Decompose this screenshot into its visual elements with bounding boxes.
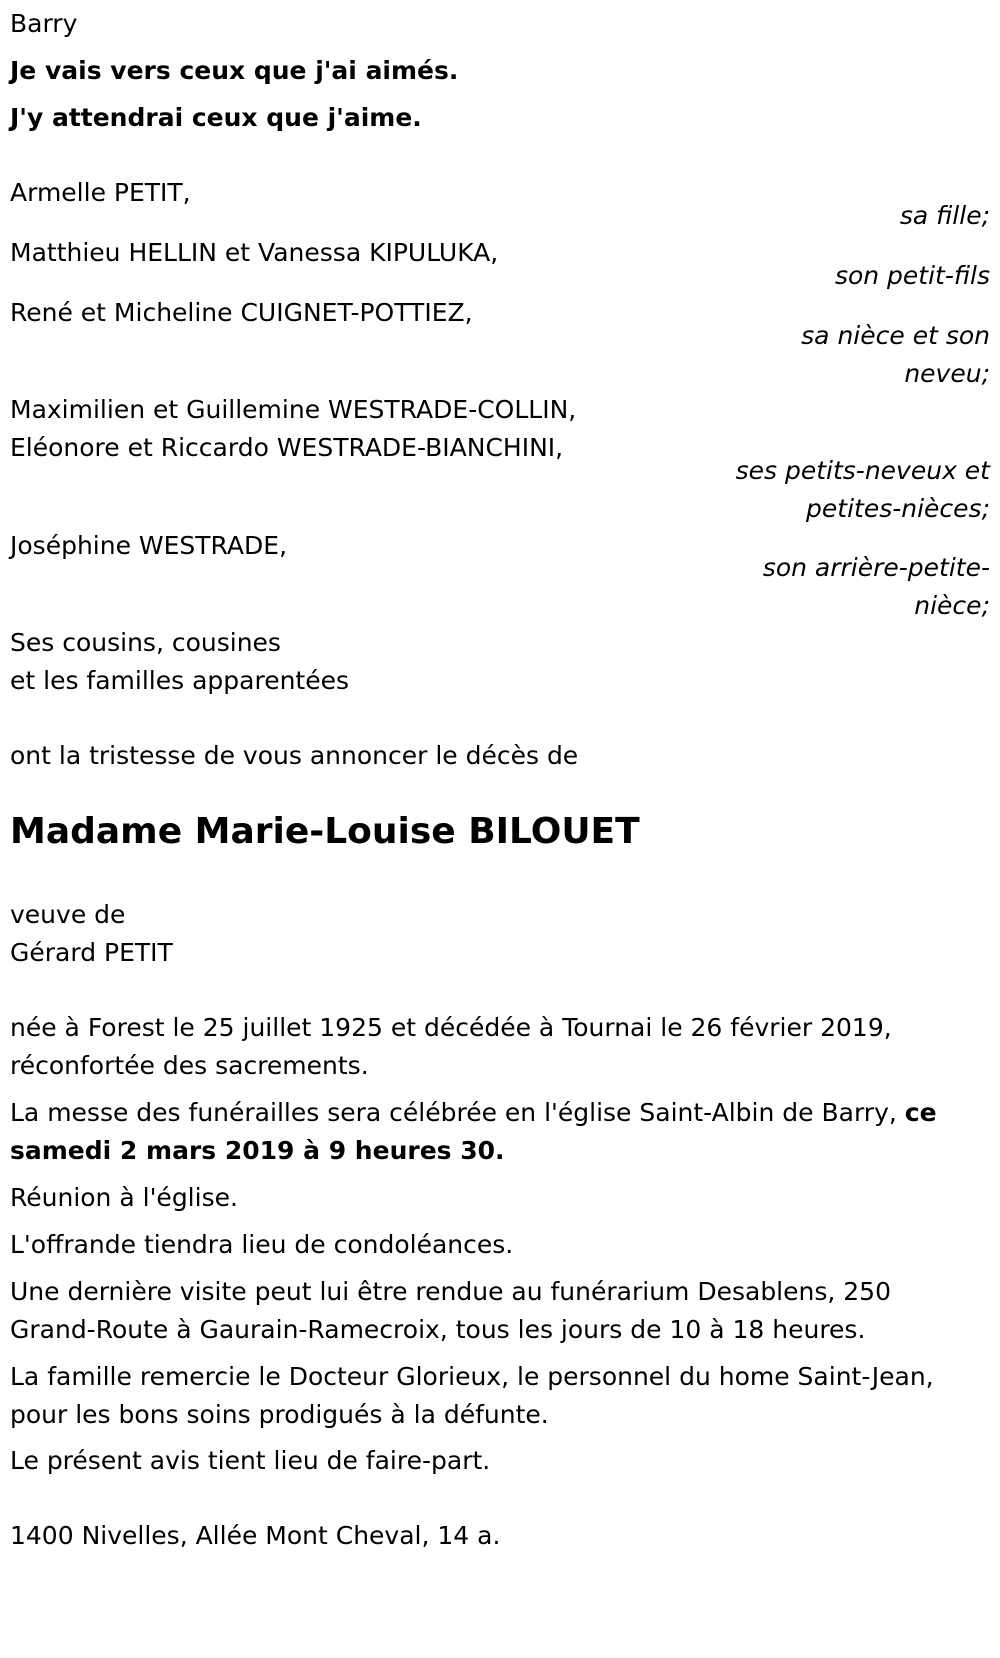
meeting-text: Réunion à l'église.	[10, 1183, 238, 1212]
cousins-line: et les familles apparentées	[10, 666, 350, 695]
thanks-line: La famille remercie le Docteur Glorieux, le personnel du home Saint-Jean,	[10, 1362, 934, 1391]
mass-date-start: ce	[904, 1098, 937, 1127]
place-name: Barry	[10, 9, 78, 38]
widow-line: Gérard PETIT	[10, 938, 173, 967]
family-name: Armelle PETIT,	[10, 178, 191, 207]
quote-line-2: J'y attendrai ceux que j'aime.	[10, 103, 422, 132]
family-relation: sa fille;	[899, 201, 990, 230]
family-relation: son arrière-petite-	[762, 553, 990, 582]
thanks-line: pour les bons soins prodigués à la défunte.	[10, 1400, 549, 1429]
family-name: Matthieu HELLIN et Vanessa KIPULUKA,	[10, 238, 499, 267]
mass-date: samedi 2 mars 2019 à 9 heures 30.	[10, 1136, 505, 1165]
visit-line: Une dernière visite peut lui être rendue au funérarium Desablens, 250	[10, 1277, 891, 1306]
quote-line-1: Je vais vers ceux que j'ai aimés.	[10, 56, 459, 85]
announcement-text: ont la tristesse de vous annoncer le décès de	[10, 741, 579, 770]
cousins-line: Ses cousins, cousines	[10, 628, 281, 657]
birth-death-line: réconfortée des sacrements.	[10, 1051, 369, 1080]
family-name: Maximilien et Guillemine WESTRADE-COLLIN,	[10, 395, 577, 424]
family-name: René et Micheline CUIGNET-POTTIEZ,	[10, 298, 473, 327]
widow-line: veuve de	[10, 900, 126, 929]
offering-text: L'offrande tiendra lieu de condoléances.	[10, 1230, 514, 1259]
notice-text: Le présent avis tient lieu de faire-part.	[10, 1446, 491, 1475]
deceased-name: Madame Marie-Louise BILOUET	[10, 811, 640, 852]
birth-death-line: née à Forest le 25 juillet 1925 et décédée à Tournai le 26 février 2019,	[10, 1013, 892, 1042]
visit-line: Grand-Route à Gaurain-Ramecroix, tous les jours de 10 à 18 heures.	[10, 1315, 866, 1344]
family-relation: sa nièce et son	[801, 321, 990, 350]
family-relation: petites-nièces;	[806, 494, 990, 523]
family-relation: nièce;	[914, 591, 990, 620]
family-name: Eléonore et Riccardo WESTRADE-BIANCHINI,	[10, 433, 564, 462]
address-text: 1400 Nivelles, Allée Mont Cheval, 14 a.	[10, 1521, 501, 1550]
family-relation: neveu;	[904, 359, 990, 388]
mass-line	[10, 1093, 937, 1133]
family-relation: son petit-fils	[834, 261, 990, 290]
family-name: Joséphine WESTRADE,	[10, 531, 288, 560]
family-relation: ses petits-neveux et	[735, 456, 990, 485]
mass-text: La messe des funérailles sera célébrée en l'église Saint-Albin de Barry,	[10, 1098, 897, 1127]
